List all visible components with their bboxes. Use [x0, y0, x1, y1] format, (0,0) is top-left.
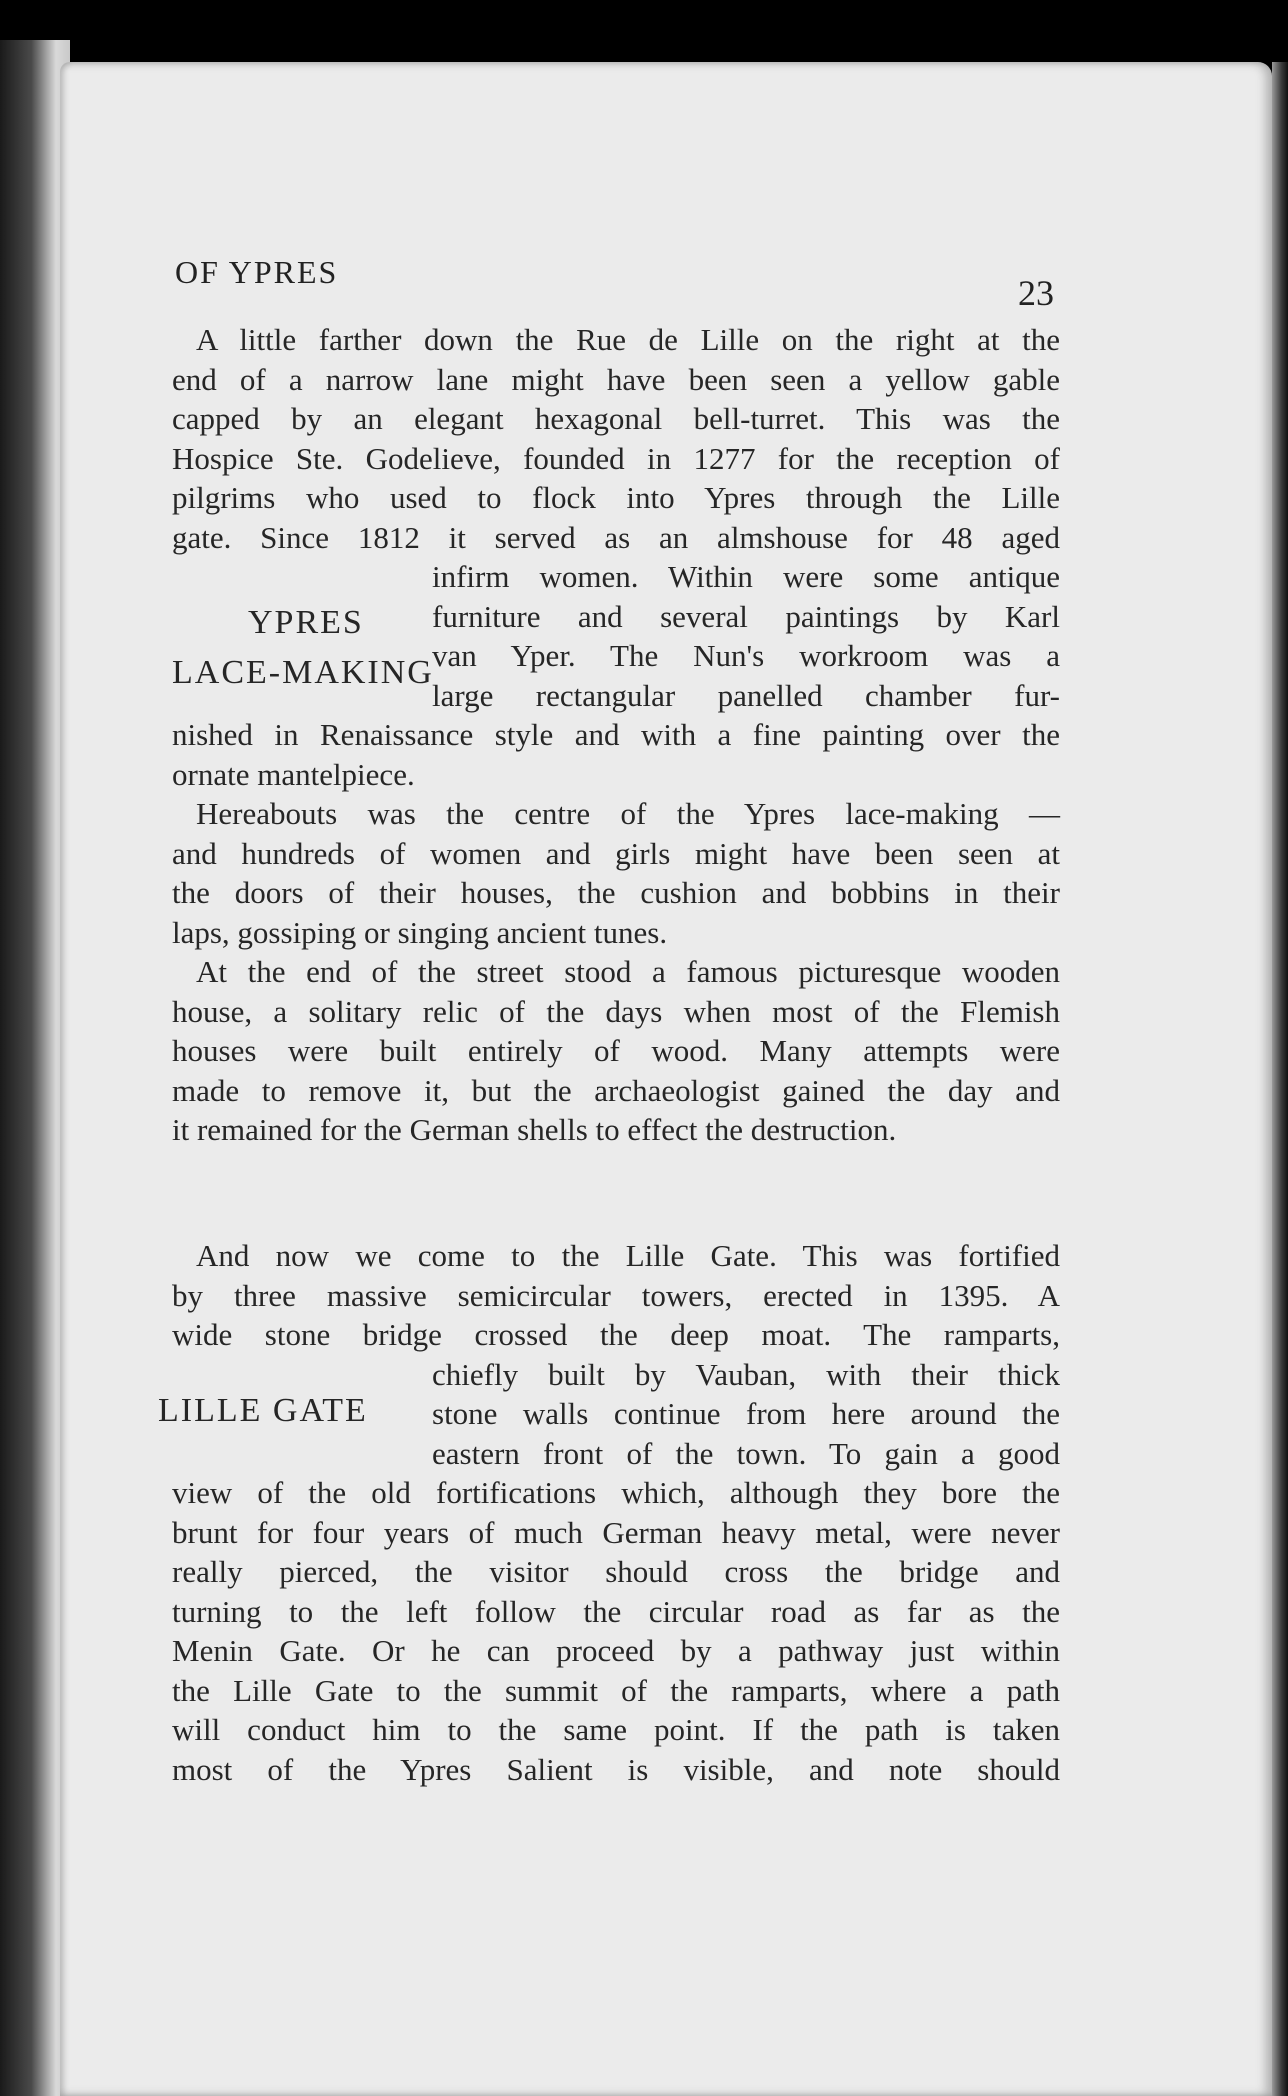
text-line: Menin Gate. Or he can proceed by a pathway just within — [172, 1633, 1060, 1668]
side-heading-ypres: YPRES — [248, 604, 364, 641]
page-edge — [1272, 62, 1288, 2096]
text-line: made to remove it, but the archaeologist gained the day and — [172, 1072, 1060, 1108]
text-line: wide stone bridge crossed the deep moat. The ramparts, — [172, 1317, 1060, 1352]
text-line: Hospice Ste. Godelieve, founded in 1277 for the reception of — [172, 440, 1060, 476]
text-line: the doors of their houses, the cushion and bobbins in their — [172, 875, 1060, 910]
text-line: A little farther down the Rue de Lille on the right at the — [196, 322, 1060, 357]
side-heading-lace-making: LACE-MAKING — [172, 654, 434, 691]
side-heading-lille-gate: LILLE GATE — [158, 1392, 368, 1429]
text-line: ornate mantelpiece. — [172, 756, 415, 792]
text-line: and hundreds of women and girls might have been seen at — [172, 835, 1060, 871]
text-line: will conduct him to the same point. If the path is taken — [172, 1712, 1060, 1747]
text-line: by three massive semicircular towers, erected in 1395. A — [172, 1277, 1060, 1313]
text-line: brunt for four years of much German heavy metal, were never — [172, 1514, 1060, 1550]
section-2-text — [172, 1236, 1060, 1789]
text-line: it remained for the German shells to effect the destruction. — [172, 1112, 897, 1147]
text-line: end of a narrow lane might have been seen a yellow gable — [172, 361, 1060, 397]
text-line: house, a solitary relic of the days when most of the Flemish — [172, 993, 1060, 1029]
text-line: the Lille Gate to the summit of the ramparts, where a path — [172, 1672, 1060, 1708]
text-line: And now we come to the Lille Gate. This was fortified — [196, 1238, 1060, 1273]
text-line: houses were built entirely of wood. Many attempts were — [172, 1033, 1060, 1068]
text-line: stone walls continue from here around the — [432, 1396, 1060, 1431]
text-line: Hereabouts was the centre of the Ypres lace-making — — [196, 796, 1060, 831]
text-line: infirm women. Within were some antique — [432, 559, 1060, 594]
text-line: most of the Ypres Salient is visible, and note should — [172, 1751, 1060, 1787]
text-line: turning to the left follow the circular road as far as the — [172, 1593, 1060, 1629]
text-line: laps, gossiping or singing ancient tunes. — [172, 914, 668, 950]
running-head: OF YPRES — [175, 254, 339, 290]
text-line: nished in Renaissance style and with a fine painting over the — [172, 717, 1060, 752]
page-number: 23 — [1018, 273, 1054, 313]
text-line: really pierced, the visitor should cross the bridge and — [172, 1554, 1060, 1589]
text-line: furniture and several paintings by Karl — [432, 598, 1060, 634]
text-line: At the end of the street stood a famous picturesque wooden — [196, 954, 1060, 989]
text-line: large rectangular panelled chamber fur- — [432, 677, 1060, 713]
section-1-text — [172, 320, 1060, 1150]
text-line: eastern front of the town. To gain a good — [432, 1435, 1060, 1471]
text-line: view of the old fortifications which, although they bore the — [172, 1475, 1060, 1510]
text-line: capped by an elegant hexagonal bell-turret. This was the — [172, 401, 1060, 436]
text-line: pilgrims who used to flock into Ypres through the Lille — [172, 480, 1060, 515]
text-line: van Yper. The Nun's workroom was a — [432, 638, 1060, 673]
text-line: chiefly built by Vauban, with their thick — [432, 1356, 1060, 1392]
text-line: gate. Since 1812 it served as an almshouse for 48 aged — [172, 519, 1060, 555]
